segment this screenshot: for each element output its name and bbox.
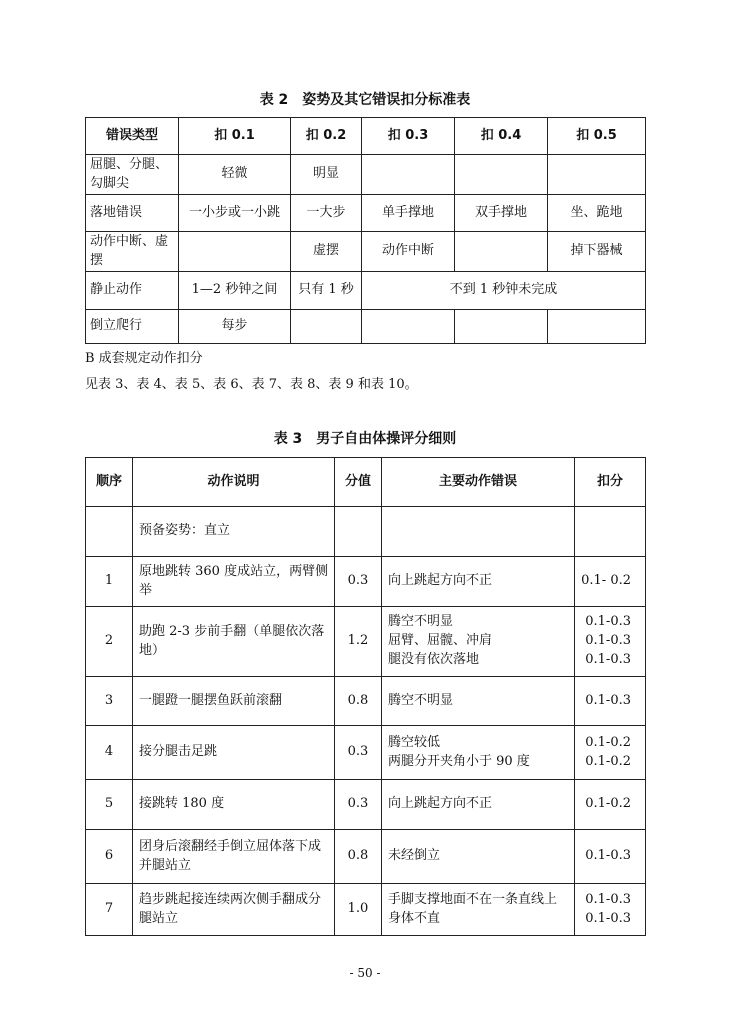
description-cell: 趋步跳起接连续两次侧手翻成分腿站立	[133, 884, 335, 936]
table-row	[86, 195, 646, 232]
error-line: 手脚支撑地面不在一条直线上	[388, 891, 558, 907]
errors-cell	[382, 677, 575, 726]
score-cell: 1.2	[335, 607, 382, 677]
header-deduct-0.3: 扣 0.3	[362, 118, 455, 155]
table-row	[86, 677, 646, 726]
description-cell: 团身后滚翻经手倒立屈体落下成并腿站立	[133, 830, 335, 884]
score-cell	[335, 507, 382, 557]
deduct-cell: 1—2 秒钟之间	[179, 272, 291, 310]
header-deduction: 扣分	[575, 458, 646, 507]
error-line: 腾空较低	[388, 734, 441, 750]
deduction-line: 0.1-0.2	[585, 734, 631, 750]
order-cell: 3	[86, 677, 133, 726]
deduction-line: 0.1-0.3	[585, 633, 631, 649]
header-order: 顺序	[86, 458, 133, 507]
deduction-cell	[575, 507, 646, 557]
errors-cell	[382, 607, 575, 677]
order-cell: 1	[86, 557, 133, 607]
deduct-cell: 单手撑地	[362, 195, 455, 232]
error-line: 腾空不明显	[388, 614, 454, 630]
errors-cell	[382, 884, 575, 936]
description-cell: 原地跳转 360 度成站立，两臂侧举	[133, 557, 335, 607]
deduction-cell	[575, 830, 646, 884]
error-line: 未经倒立	[388, 848, 441, 864]
score-cell: 0.3	[335, 726, 382, 780]
order-cell: 6	[86, 830, 133, 884]
errors-cell	[382, 507, 575, 557]
header-deduct-0.4: 扣 0.4	[455, 118, 548, 155]
error-line: 屈臂、屈髋、冲肩	[388, 633, 493, 649]
deduct-cell: 坐、跪地	[548, 195, 646, 232]
deduct-cell: 轻微	[179, 155, 291, 195]
table-row	[86, 232, 646, 272]
order-cell	[86, 507, 133, 557]
error-type-cell: 动作中断、虚摆	[86, 232, 179, 272]
description-cell: 一腿蹬一腿摆鱼跃前滚翻	[133, 677, 335, 726]
deduct-cell	[362, 310, 455, 344]
score-cell: 0.8	[335, 830, 382, 884]
page-number: - 50 -	[349, 966, 381, 980]
deduct-cell	[455, 232, 548, 272]
deduct-cell: 每步	[179, 310, 291, 344]
deduction-line: 0.1-0.3	[585, 848, 631, 864]
deduct-cell: 一大步	[291, 195, 362, 232]
table-row	[86, 272, 646, 310]
deduction-line: 0.1-0.3	[585, 692, 631, 708]
deduction-cell	[575, 780, 646, 830]
description-cell: 预备姿势：直立	[133, 507, 335, 557]
score-cell: 1.0	[335, 884, 382, 936]
table-row	[86, 726, 646, 780]
deduction-standard-table	[85, 117, 646, 344]
header-deduct-0.1: 扣 0.1	[179, 118, 291, 155]
errors-cell	[382, 557, 575, 607]
description-cell: 接分腿击足跳	[133, 726, 335, 780]
score-cell: 0.3	[335, 557, 382, 607]
errors-cell	[382, 726, 575, 780]
table-row	[86, 557, 646, 607]
deduct-cell	[362, 155, 455, 195]
deduction-line: 0.1-0.3	[585, 891, 631, 907]
error-type-cell: 落地错误	[86, 195, 179, 232]
error-line: 两腿分开夹角小于 90 度	[388, 753, 530, 769]
error-line: 腿没有依次落地	[388, 651, 480, 667]
deduct-cell: 虚摆	[291, 232, 362, 272]
deduction-line: 0.1-0.3	[585, 614, 631, 630]
deduction-cell	[575, 557, 646, 607]
header-main-errors: 主要动作错误	[382, 458, 575, 507]
errors-cell	[382, 830, 575, 884]
table3-header-row	[86, 458, 646, 507]
deduct-cell: 明显	[291, 155, 362, 195]
deduct-cell: 掉下器械	[548, 232, 646, 272]
table2-header-row	[86, 118, 646, 155]
deduct-cell	[548, 155, 646, 195]
deduction-cell	[575, 726, 646, 780]
error-type-cell: 倒立爬行	[86, 310, 179, 344]
table-row	[86, 830, 646, 884]
order-cell: 4	[86, 726, 133, 780]
header-error-type: 错误类型	[86, 118, 179, 155]
deduct-cell: 动作中断	[362, 232, 455, 272]
table-row	[86, 607, 646, 677]
score-cell: 0.8	[335, 677, 382, 726]
table-row	[86, 155, 646, 195]
table2-title: 表 2 姿势及其它错误扣分标准表	[259, 92, 471, 108]
deduct-cell-merged: 不到 1 秒钟未完成	[362, 272, 646, 310]
deduction-line: 0.1-0.3	[585, 651, 631, 667]
score-cell: 0.3	[335, 780, 382, 830]
table-row	[86, 780, 646, 830]
section-b-text: 见表 3、表 4、表 5、表 6、表 7、表 8、表 9 和表 10。	[85, 377, 418, 392]
deduct-cell	[291, 310, 362, 344]
section-b-heading: B 成套规定动作扣分	[85, 351, 203, 366]
header-deduct-0.5: 扣 0.5	[548, 118, 646, 155]
deduction-cell	[575, 677, 646, 726]
table-row	[86, 507, 646, 557]
error-type-cell: 静止动作	[86, 272, 179, 310]
error-line: 腾空不明显	[388, 692, 454, 708]
error-line: 身体不直	[388, 910, 441, 926]
order-cell: 7	[86, 884, 133, 936]
header-score: 分值	[335, 458, 382, 507]
table3-title: 表 3 男子自由体操评分细则	[273, 431, 457, 447]
order-cell: 2	[86, 607, 133, 677]
description-cell: 接跳转 180 度	[133, 780, 335, 830]
description-cell: 助跑 2-3 步前手翻（单腿依次落地）	[133, 607, 335, 677]
deduct-cell	[179, 232, 291, 272]
deduction-line: 0.1-0.2	[585, 796, 631, 812]
header-description: 动作说明	[133, 458, 335, 507]
deduct-cell	[548, 310, 646, 344]
table-row	[86, 310, 646, 344]
floor-exercise-scoring-table	[85, 457, 646, 936]
deduct-cell: 一小步或一小跳	[179, 195, 291, 232]
error-line: 向上跳起方向不正	[388, 573, 493, 589]
errors-cell	[382, 780, 575, 830]
deduction-line: 0.1-0.3	[585, 910, 631, 926]
deduction-line: 0.1- 0.2	[581, 573, 631, 589]
deduct-cell	[455, 155, 548, 195]
deduction-line: 0.1-0.2	[585, 753, 631, 769]
table-row	[86, 884, 646, 936]
deduction-cell	[575, 607, 646, 677]
deduct-cell: 双手撑地	[455, 195, 548, 232]
error-line: 向上跳起方向不正	[388, 796, 493, 812]
deduction-cell	[575, 884, 646, 936]
deduct-cell: 只有 1 秒	[291, 272, 362, 310]
error-type-cell: 屈腿、分腿、勾脚尖	[86, 155, 179, 195]
deduct-cell	[455, 310, 548, 344]
order-cell: 5	[86, 780, 133, 830]
header-deduct-0.2: 扣 0.2	[291, 118, 362, 155]
